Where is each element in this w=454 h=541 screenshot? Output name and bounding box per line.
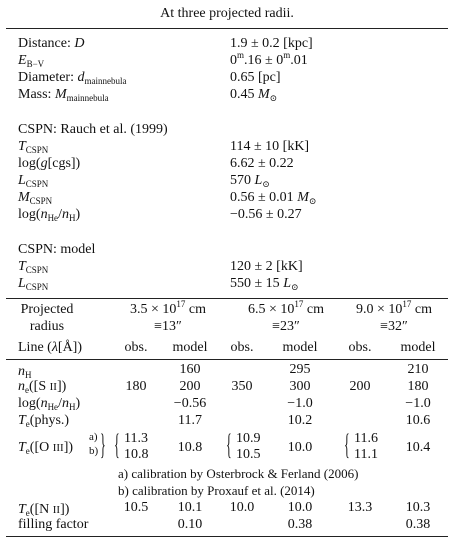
tenii-model-1: 10.1 bbox=[177, 500, 203, 515]
teoiii-obs-3b: 11.1 bbox=[354, 447, 378, 462]
teoiii-brace-3: { bbox=[344, 428, 350, 461]
note-b: b) calibration by Proxauf et al. (2014) bbox=[118, 483, 315, 498]
nh-model-1: 160 bbox=[179, 362, 201, 377]
tephys-label: $T_e(phys.)$ bbox=[18, 413, 70, 429]
bottom-rule bbox=[6, 536, 448, 537]
filling-model-2: 0.38 bbox=[287, 517, 313, 532]
filling-model-1: 0.10 bbox=[177, 517, 203, 532]
model-l-label: $L_{CSPN}$ bbox=[18, 276, 49, 292]
diameter-label: Diameter: $d_{mainnebula}$ bbox=[18, 70, 127, 86]
diameter-value: 0.65 [pc] bbox=[230, 70, 281, 85]
lcspn-label: $L_{CSPN}$ bbox=[18, 173, 49, 189]
teoiii-brace-2: { bbox=[226, 428, 232, 461]
teoiii-model-3: 10.4 bbox=[405, 440, 431, 455]
obs-header-3: obs. bbox=[348, 340, 372, 355]
model-heading: CSPN: model bbox=[18, 242, 96, 257]
nh-model-2: 295 bbox=[289, 362, 311, 377]
tephys-model-1: 11.7 bbox=[178, 413, 202, 428]
teoiii-obs-3a: 11.6 bbox=[354, 431, 378, 446]
teoiii-mark-a: a) bbox=[89, 431, 98, 443]
tenii-model-3: 10.3 bbox=[405, 500, 431, 515]
nh-label: $n_H$ bbox=[18, 364, 32, 380]
tenii-obs-1: 10.5 bbox=[123, 500, 149, 515]
radius1-arcsec: ≡13″ bbox=[154, 319, 182, 334]
ne-model-3: 180 bbox=[407, 379, 429, 394]
teoiii-label: $T_e([O$ III]) bbox=[18, 440, 74, 456]
tenii-model-2: 10.0 bbox=[287, 500, 313, 515]
ne-model-1: 200 bbox=[179, 379, 201, 394]
teoiii-model-2: 10.0 bbox=[287, 440, 313, 455]
mass-label: Mass: $M_{mainnebula}$ bbox=[18, 87, 109, 103]
teoiii-obs-2b: 10.5 bbox=[236, 447, 261, 462]
mcspn-value: 0.56 ± 0.01 $M_⊙$ bbox=[230, 190, 317, 206]
logg-label: log(g[cgs]) bbox=[18, 156, 81, 171]
logabund-model-2: −1.0 bbox=[287, 396, 313, 411]
logabund-model-1: −0.56 bbox=[173, 396, 207, 411]
ne-obs-1: 180 bbox=[125, 379, 147, 394]
distance-label: Distance: D bbox=[18, 36, 85, 51]
teoiii-brace-right: } bbox=[100, 428, 106, 461]
model-t-value: 120 ± 2 [kK] bbox=[230, 259, 303, 274]
radius1-dist: $3.5 \times 10^{17}$ cm bbox=[129, 299, 206, 317]
mcspn-label: $M_{CSPN}$ bbox=[18, 190, 53, 206]
tcspn-value: 114 ± 10 [kK] bbox=[230, 139, 310, 154]
radius2-dist: $6.5 \times 10^{17}$ cm bbox=[247, 299, 324, 317]
logabund-model-3: −1.0 bbox=[405, 396, 431, 411]
nh-model-3: 210 bbox=[407, 362, 429, 377]
header-rule bbox=[6, 359, 448, 360]
line-label: Line (λ[Å]) bbox=[18, 340, 83, 355]
table-caption: At three projected radii. bbox=[160, 6, 294, 21]
tenii-obs-2: 10.0 bbox=[229, 500, 255, 515]
projected-label: Projected bbox=[20, 302, 74, 317]
teoiii-model-1: 10.8 bbox=[177, 440, 203, 455]
tenii-obs-3: 13.3 bbox=[347, 500, 373, 515]
model-header-1: model bbox=[172, 340, 208, 355]
logg-value: 6.62 ± 0.22 bbox=[230, 156, 294, 171]
tenii-label: $T_e([N$ II]) bbox=[18, 502, 70, 518]
abund-label: $\log(n_{He}/n_H)$ bbox=[18, 207, 81, 223]
model-t-label: $T_{CSPN}$ bbox=[18, 259, 49, 275]
obs-header-2: obs. bbox=[230, 340, 254, 355]
ebv-label: $E_{B-V}$ bbox=[18, 53, 45, 69]
radius3-dist: $9.0 \times 10^{17}$ cm bbox=[355, 299, 432, 317]
note-a: a) calibration by Osterbrock & Ferland (2006) bbox=[118, 466, 359, 481]
radius2-arcsec: ≡23″ bbox=[272, 319, 300, 334]
teoiii-obs-2a: 10.9 bbox=[236, 431, 261, 446]
obs-header-1: obs. bbox=[124, 340, 148, 355]
ne-obs-2: 350 bbox=[231, 379, 253, 394]
radius3-arcsec: ≡32″ bbox=[380, 319, 408, 334]
logabund-label: $\log(n_{He}/n_H)$ bbox=[18, 396, 81, 412]
filling-label: filling factor bbox=[18, 517, 89, 532]
teoiii-obs-1b: 10.8 bbox=[124, 447, 149, 462]
tcspn-label: $T_{CSPN}$ bbox=[18, 139, 49, 155]
model-l-value: 550 ± 15 $L_⊙$ bbox=[230, 276, 299, 292]
teoiii-brace-1: { bbox=[114, 428, 120, 461]
top-rule bbox=[6, 28, 448, 29]
model-header-3: model bbox=[400, 340, 436, 355]
filling-model-3: 0.38 bbox=[405, 517, 431, 532]
radius-label: radius bbox=[29, 319, 65, 334]
tephys-model-3: 10.6 bbox=[405, 413, 431, 428]
ne-label: $n_e([S$ II]) bbox=[18, 379, 67, 395]
distance-value: 1.9 ± 0.2 [kpc] bbox=[230, 36, 313, 51]
model-header-2: model bbox=[282, 340, 318, 355]
ebv-value: $0^m.16 \pm 0^m.01$ bbox=[230, 50, 308, 68]
mass-value: 0.45 $M_⊙$ bbox=[230, 87, 278, 103]
teoiii-mark-b: b) bbox=[89, 445, 99, 457]
mid-rule bbox=[6, 298, 448, 299]
rauch-heading: CSPN: Rauch et al. (1999) bbox=[18, 122, 168, 137]
tephys-model-2: 10.2 bbox=[287, 413, 313, 428]
abund-value: −0.56 ± 0.27 bbox=[230, 207, 302, 222]
teoiii-obs-1a: 11.3 bbox=[124, 431, 148, 446]
ne-obs-3: 200 bbox=[349, 379, 371, 394]
lcspn-value: 570 $L_⊙$ bbox=[230, 173, 270, 189]
ne-model-2: 300 bbox=[289, 379, 311, 394]
